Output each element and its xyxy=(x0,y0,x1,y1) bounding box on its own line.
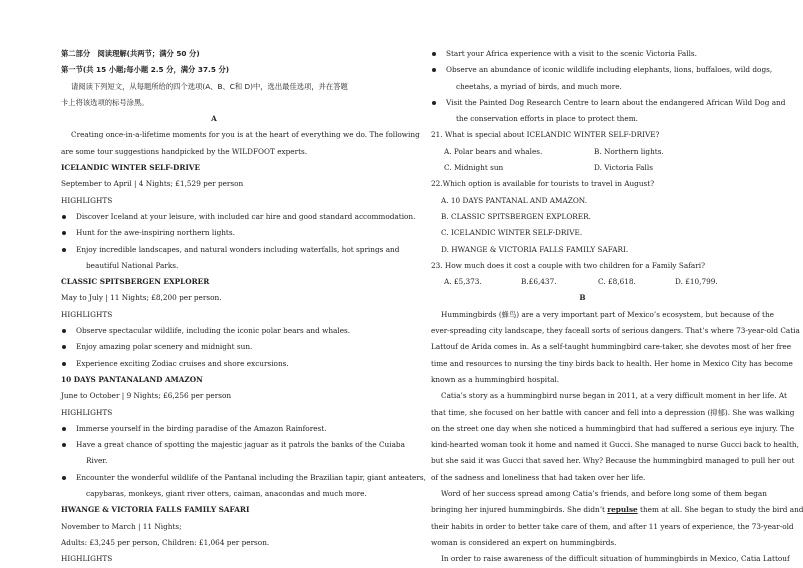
passage-b-p2-line-2: that time, she focused on her battle with cancer and fell into a depression (抑郁). She was walking xyxy=(431,407,795,417)
tour-4-bullet-2: Observe an abundance of iconic wildlife including elephants, lions, buffaloes, wild dogs, cheetahs, a myriad of birds, and much more. xyxy=(431,62,734,95)
question-21: 21. What is special about ICELANDIC WINTER SELF-DRIVE? xyxy=(431,130,660,140)
instructions-line-2: 卡上将该选项的标号涂黑。 xyxy=(61,97,149,107)
option-22d[interactable]: D. HWANGE & VICTORIA FALLS FAMILY SAFARI. xyxy=(441,244,629,254)
passage-b-p2-line-3: on the street one day when she noticed a hummingbird that had suffered a serious eye injury. The xyxy=(431,423,795,433)
left-column xyxy=(61,46,426,568)
passage-b-p4-line-1: In order to raise awareness of the difficult situation of hummingbirds in Mexico, Catia Lattouf xyxy=(441,554,790,564)
tour-2-title: CLASSIC SPITSBERGEN EXPLORER xyxy=(61,277,210,287)
bullet-dot-icon xyxy=(62,329,66,333)
passage-a-label: A xyxy=(211,114,217,124)
bullet-dot-icon xyxy=(62,362,66,366)
passage-b-p2-line-4: kind-hearted woman took it home and named it Gucci. She managed to nurse Gucci back to health, xyxy=(431,440,799,450)
passage-b-p1-line-2: ever-spreading city landscape, they faceall sorts of serious dangers. That’s where 73-year-old Catia xyxy=(431,326,800,336)
option-21b[interactable]: B. Northern lights. xyxy=(594,146,664,156)
question-21-options-row-2 xyxy=(431,160,734,176)
tour-1-bullet-1: Discover Iceland at your leisure, with included car hire and good standard accommodation. xyxy=(61,209,367,225)
option-21a[interactable]: A. Polar bears and whales. xyxy=(444,146,543,156)
tour-1-highlights: HIGHLIGHTS xyxy=(61,195,113,205)
tour-1-bullet-2: Hunt for the awe-inspiring northern lights. xyxy=(61,225,367,241)
question-23: 23. How much does it cost a couple with two children for a Family Safari? xyxy=(431,260,705,270)
tour-3-title: 10 DAYS PANTANALAND AMAZON xyxy=(61,374,203,384)
section-header: 第一节(共 15 小题;每小题 2.5 分，满分 37.5 分) xyxy=(61,65,230,75)
bullet-dot-icon xyxy=(62,476,66,480)
passage-b-p2-line-6: of the sadness and loneliness that had taken over her life. xyxy=(431,472,646,482)
tour-4-title: HWANGE & VICTORIA FALLS FAMILY SAFARI xyxy=(61,505,250,515)
passage-b-p1-line-1: Hummingbirds (蜂鸟) are a very important part of Mexico’s ecosystem, but because of the xyxy=(441,309,774,319)
bullet-dot-icon xyxy=(432,52,436,56)
passage-b-p2-line-1: Catia’s story as a hummingbird nurse began in 2011, at a very difficult moment in her life. At xyxy=(441,391,787,401)
bullet-dot-icon xyxy=(62,427,66,431)
tour-2-highlights: HIGHLIGHTS xyxy=(61,309,113,319)
passage-b-p3-line-2: bringing her injured hummingbirds. She didn’t repulse them at all. She began to study the bird and xyxy=(431,505,803,515)
question-21-options-row-1 xyxy=(431,144,734,160)
tour-4-bullet-1: Start your Africa experience with a visit to the scenic Victoria Falls. xyxy=(431,46,734,62)
tour-4-bullet-3: Visit the Painted Dog Research Centre to learn about the endangered African Wild Dog and the conservation efforts in place to protect them. xyxy=(431,95,734,128)
tour-3-highlights: HIGHLIGHTS xyxy=(61,407,113,417)
bullet-dot-icon xyxy=(62,231,66,235)
option-21c[interactable]: C. Midnight sun xyxy=(444,163,504,173)
tour-3-bullet-1: Immerse yourself in the birding paradise of the Amazon Rainforest. xyxy=(61,421,367,437)
right-column xyxy=(431,46,803,568)
intro-line-2: are some tour suggestions handpicked by the WILDFOOT experts. xyxy=(61,146,308,156)
option-23b[interactable]: B.£6,437. xyxy=(521,277,557,287)
instructions-line-1: 请阅读下列短文，从每题所给的四个选项(A、B、C和 D)中，选出最佳选项，并在答题 xyxy=(71,81,348,91)
tour-2-info: May to July | 11 Nights; £8,200 per person. xyxy=(61,293,222,303)
option-23c[interactable]: C. £8,618. xyxy=(598,277,636,287)
passage-b-p1-line-4: time and resources to nursing the tiny birds back to health. Her home in Mexico City has become xyxy=(431,358,793,368)
tour-4-highlights: HIGHLIGHTS xyxy=(61,554,113,564)
option-22b[interactable]: B. CLASSIC SPITSBERGEN EXPLORER. xyxy=(441,211,591,221)
tour-1-info: September to April | 4 Nights; £1,529 per person xyxy=(61,179,244,189)
tour-1-title: ICELANDIC WINTER SELF-DRIVE xyxy=(61,163,201,173)
bullet-dot-icon xyxy=(62,248,66,252)
passage-b-label: B xyxy=(579,293,586,303)
tour-2-bullet-2: Enjoy amazing polar scenery and midnight sun. xyxy=(61,339,367,355)
passage-b-p3-line-1: Word of her success spread among Catia’s friends, and before long some of them began xyxy=(441,489,767,499)
question-22: 22.Which option is available for tourists to travel in August? xyxy=(431,179,655,189)
tour-3-info: June to October | 9 Nights; £6,256 per person xyxy=(61,391,232,401)
intro-line-1: Creating once-in-a-lifetime moments for you is at the heart of everything we do. The following xyxy=(71,130,420,140)
option-23a[interactable]: A. £5,373. xyxy=(444,277,482,287)
passage-b-p3-line-3: their habits in order to better take care of them, and after 11 years of experience, the 73-year-old xyxy=(431,521,794,531)
question-23-options xyxy=(431,274,734,290)
bullet-dot-icon xyxy=(62,345,66,349)
tour-2-bullet-1: Observe spectacular wildlife, including the iconic polar bears and whales. xyxy=(61,323,367,339)
bullet-dot-icon xyxy=(432,101,436,105)
tour-4-info-2: Adults: £3,245 per person, Children: £1,064 per person. xyxy=(61,537,270,547)
passage-b-p3-line-4: woman is considered an expert on hummingbirds. xyxy=(431,537,617,547)
passage-b-p2-line-5: but she said it was Gucci that saved her. Why? Because the hummingbird managed to pull her out xyxy=(431,456,795,466)
option-22a[interactable]: A. 10 DAYS PANTANAL AND AMAZON. xyxy=(441,195,588,205)
tour-2-bullet-3: Experience exciting Zodiac cruises and shore excursions. xyxy=(61,356,367,372)
option-22c[interactable]: C. ICELANDIC WINTER SELF-DRIVE. xyxy=(441,228,583,238)
option-21d[interactable]: D. Victoria Falls xyxy=(594,163,653,173)
option-23d[interactable]: D. £10,799. xyxy=(675,277,718,287)
tour-4-info-1: November to March | 11 Nights; xyxy=(61,521,182,531)
bullet-dot-icon xyxy=(62,443,66,447)
tour-1-bullet-3: Enjoy incredible landscapes, and natural wonders including waterfalls, hot springs and beautiful National Parks. xyxy=(61,242,367,275)
passage-b-p1-line-3: Lattouf de Arida comes in. As a self-taught hummingbird care-taker, she devotes most of her free xyxy=(431,342,792,352)
tour-3-bullet-2: Have a great chance of spotting the majestic jaguar as it patrols the banks of the Cuiaba River. xyxy=(61,437,367,470)
bullet-dot-icon xyxy=(62,215,66,219)
underlined-word: repulse xyxy=(607,505,638,515)
passage-b-p1-line-5: known as a hummingbird hospital. xyxy=(431,374,560,384)
tour-3-bullet-3: Encounter the wonderful wildlife of the Pantanal including the Brazilian tapir, giant anteaters, capybaras, monkeys, giant river otters, caiman, anacondas and much more. xyxy=(61,470,367,503)
bullet-dot-icon xyxy=(432,68,436,72)
part-header: 第二部分 阅读理解(共两节；满分 50 分) xyxy=(61,49,200,58)
